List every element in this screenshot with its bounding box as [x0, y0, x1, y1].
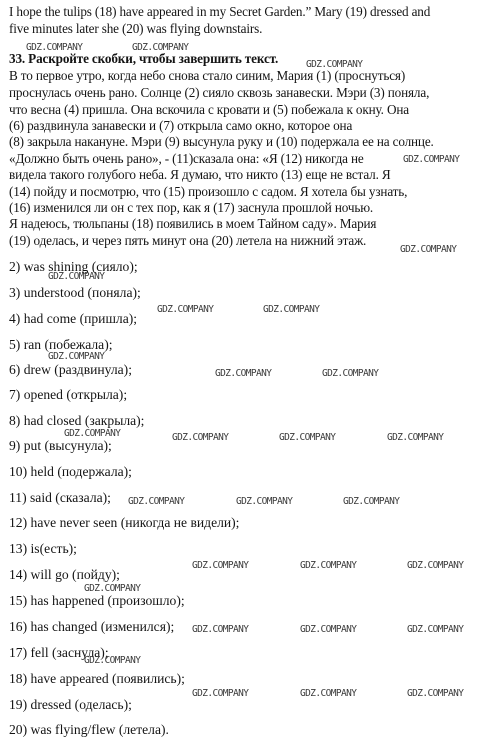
- answer-item: 18) have appeared (появились);: [9, 671, 185, 686]
- watermark: GDZ.COMPANY: [48, 350, 105, 363]
- answer-item: 6) drew (раздвинула);: [9, 362, 132, 377]
- watermark: GDZ.COMPANY: [300, 559, 357, 572]
- watermark: GDZ.COMPANY: [215, 367, 272, 380]
- exercise-text-line: (8) закрыла накануне. Мэри (9) высунула руку и (10) подержала ее на солнце.: [9, 134, 434, 149]
- exercise-text-line: что весна (4) пришла. Она вскочила с кровати и (5) побежала к окну. Она: [9, 102, 409, 117]
- answer-item: 2) was shining (сияло);: [9, 259, 138, 274]
- answer-item: 3) understood (поняла);: [9, 285, 141, 300]
- exercise-text-line: В то первое утро, когда небо снова стало синим, Мария (1) (проснуться): [9, 68, 406, 83]
- watermark: GDZ.COMPANY: [192, 687, 249, 700]
- answer-item: 11) said (сказала);: [9, 490, 111, 505]
- answer-item: 8) had closed (закрыла);: [9, 413, 145, 428]
- watermark: GDZ.COMPANY: [157, 303, 214, 316]
- watermark: GDZ.COMPANY: [84, 654, 141, 667]
- watermark: GDZ.COMPANY: [300, 623, 357, 636]
- watermark: GDZ.COMPANY: [132, 41, 189, 54]
- watermark: GDZ.COMPANY: [300, 687, 357, 700]
- watermark: GDZ.COMPANY: [192, 559, 249, 572]
- watermark: GDZ.COMPANY: [306, 58, 363, 71]
- exercise-text-line: «Должно быть очень рано», - (11)сказала она: «Я (12) никогда не: [9, 151, 364, 166]
- exercise-heading: 33. Раскройте скобки, чтобы завершить текст.: [9, 51, 279, 66]
- watermark: GDZ.COMPANY: [343, 495, 400, 508]
- watermark: GDZ.COMPANY: [192, 623, 249, 636]
- watermark: GDZ.COMPANY: [48, 270, 105, 283]
- answer-item: 17) fell (заснула);: [9, 645, 109, 660]
- intro-line: five minutes later she (20) was flying downstairs.: [9, 21, 263, 36]
- exercise-text-line: Я надеюсь, тюльпаны (18) появились в моем Тайном саду». Мария: [9, 216, 377, 231]
- watermark: GDZ.COMPANY: [236, 495, 293, 508]
- answer-item: 7) opened (открыла);: [9, 387, 128, 402]
- answer-item: 9) put (высунула);: [9, 438, 112, 453]
- watermark: GDZ.COMPANY: [263, 303, 320, 316]
- watermark: GDZ.COMPANY: [172, 431, 229, 444]
- watermark: GDZ.COMPANY: [322, 367, 379, 380]
- answer-item: 4) had come (пришла);: [9, 311, 138, 326]
- answer-item: 19) dressed (оделась);: [9, 697, 132, 712]
- watermark: GDZ.COMPANY: [279, 431, 336, 444]
- exercise-text-line: видела такого голубого неба. Я думаю, что никто (13) еще не встал. Я: [9, 167, 391, 182]
- watermark: GDZ.COMPANY: [26, 41, 83, 54]
- answer-item: 5) ran (побежала);: [9, 337, 113, 352]
- watermark: GDZ.COMPANY: [407, 559, 464, 572]
- answer-item: 14) will go (пойду);: [9, 567, 120, 582]
- answer-item: 20) was flying/flew (летела).: [9, 722, 169, 737]
- watermark: GDZ.COMPANY: [128, 495, 185, 508]
- exercise-text-line: (14) пойду и посмотрю, что (15) произошло с садом. Я хотела бы узнать,: [9, 184, 408, 199]
- exercise-text-line: проснулась очень рано. Солнце (2) сияло сквозь занавески. Мэри (3) поняла,: [9, 85, 430, 100]
- watermark: GDZ.COMPANY: [387, 431, 444, 444]
- answer-item: 13) is(есть);: [9, 541, 77, 556]
- answer-item: 16) has changed (изменился);: [9, 619, 175, 634]
- watermark: GDZ.COMPANY: [64, 427, 121, 440]
- watermark: GDZ.COMPANY: [400, 243, 457, 256]
- exercise-text-line: (19) оделась, и через пять минут она (20) летела на нижний этаж.: [9, 233, 367, 248]
- watermark: GDZ.COMPANY: [84, 582, 141, 595]
- intro-line: I hope the tulips (18) have appeared in my Secret Garden.” Mary (19) dressed and: [9, 4, 431, 19]
- exercise-text-line: (6) раздвинула занавески и (7) открыла само окно, которое она: [9, 118, 353, 133]
- answer-item: 12) have never seen (никогда не видели);: [9, 515, 240, 530]
- answer-item: 15) has happened (произошло);: [9, 593, 185, 608]
- watermark: GDZ.COMPANY: [403, 153, 460, 166]
- watermark: GDZ.COMPANY: [407, 623, 464, 636]
- answer-item: 10) held (подержала);: [9, 464, 132, 479]
- watermark: GDZ.COMPANY: [407, 687, 464, 700]
- exercise-text-line: (16) изменился ли он с тех пор, как я (17) заснула прошлой ночью.: [9, 200, 374, 215]
